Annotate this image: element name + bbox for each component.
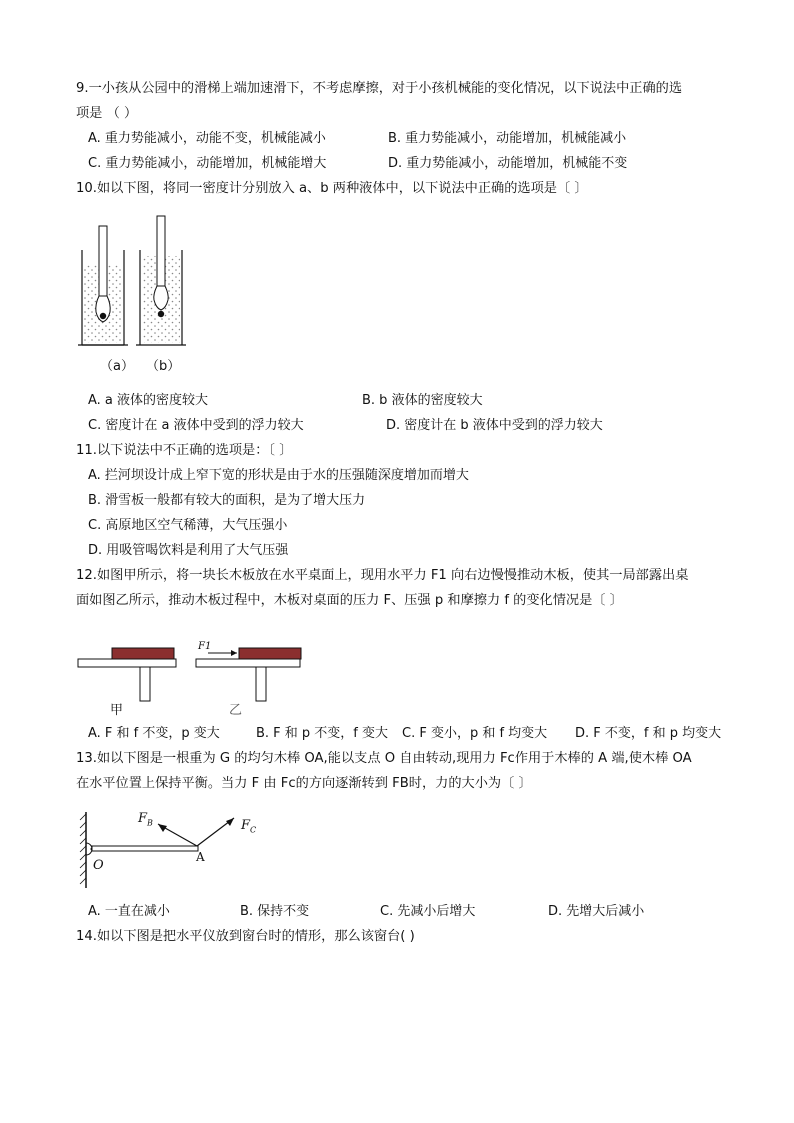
beaker-a [78, 226, 128, 345]
figure-label-yi: 乙 [229, 703, 243, 718]
q12-stem-line2: 面如图乙所示，推动木板过程中，木板对桌面的压力 F、压强 p 和摩擦力 f 的变化情况是〔 〕 [76, 593, 623, 608]
q13-option-d: D. 先增大后减小 [548, 904, 645, 919]
q9-option-d: D. 重力势能减小，动能增加，机械能不变 [388, 156, 628, 171]
q13-option-c: C. 先减小后增大 [380, 904, 476, 919]
figure-label-b: （b） [146, 359, 181, 374]
q11-option-b: B. 滑雪板一般都有较大的面积，是为了增大压力 [88, 493, 366, 508]
q11-option-a: A. 拦河坝设计成上窄下宽的形状是由于水的压强随深度增加而增大 [88, 468, 469, 483]
q12-option-c: C. F 变小，p 和 f 均变大 [402, 726, 548, 741]
force-label-fc: $F_C$ [241, 818, 257, 835]
beaker-b [136, 216, 186, 345]
q12-option-d: D. F 不变，f 和 p 均变大 [575, 726, 722, 741]
q13-option-b: B. 保持不变 [240, 904, 310, 919]
pivot-label-o: O [93, 858, 104, 873]
q9-option-b: B. 重力势能减小，动能增加，机械能减小 [388, 131, 627, 146]
q10-option-b: B. b 液体的密度较大 [362, 393, 483, 408]
force-label-f1: F1 [198, 641, 212, 652]
figure-yi [196, 648, 301, 701]
q13-stem-line2: 在水平位置上保持平衡。当力 F 由 Fc的方向逐渐转到 FB时，力的大小为〔 〕 [76, 776, 532, 791]
q9-stem-line2: 项是 （ ） [76, 106, 138, 121]
q12-option-b: B. F 和 p 不变，f 变大 [256, 726, 389, 741]
q10-option-d: D. 密度计在 b 液体中受到的浮力较大 [386, 418, 603, 433]
hydrometer-figure [76, 212, 196, 382]
q13-stem-line1: 13.如以下图是一根重为 G 的均匀木棒 OA,能以支点 O 自由转动,现用力 Fc作用于木棒的 A 端,使木棒 OA [76, 751, 692, 766]
q11-option-c: C. 高原地区空气稀薄，大气压强小 [88, 518, 288, 533]
q14-stem: 14.如以下图是把水平仪放到窗台时的情形，那么该窗台( ) [76, 929, 415, 944]
q13-option-a: A. 一直在减小 [88, 904, 170, 919]
board-figure [76, 636, 306, 706]
end-label-a: A [196, 850, 205, 864]
figure-label-a: （a） [100, 359, 134, 374]
force-label-fb: $F_B$ [138, 811, 153, 828]
q10-stem: 10.如以下图，将同一密度计分别放入 a、b 两种液体中，以下说法中正确的选项是〔 〕 [76, 181, 588, 196]
q12-stem-line1: 12.如图甲所示，将一块长木板放在水平桌面上，现用水平力 F1 向右边慢慢推动木板，使其一局部露出桌 [76, 568, 689, 583]
q10-option-a: A. a 液体的密度较大 [88, 393, 209, 408]
figure-jia [78, 648, 176, 701]
q11-option-d: D. 用吸管喝饮料是利用了大气压强 [88, 543, 289, 558]
q11-stem: 11.以下说法中不正确的选项是：〔 〕 [76, 443, 293, 458]
q9-stem-line1: 9.一小孩从公园中的滑梯上端加速滑下，不考虑摩擦，对于小孩机械能的变化情况，以下说法中正确的选 [76, 81, 683, 96]
q10-option-c: C. 密度计在 a 液体中受到的浮力较大 [88, 418, 304, 433]
q9-option-a: A. 重力势能减小，动能不变，机械能减小 [88, 131, 326, 146]
q9-option-c: C. 重力势能减小，动能增加，机械能增大 [88, 156, 327, 171]
q12-option-a: A. F 和 f 不变，p 变大 [88, 726, 220, 741]
figure-label-jia: 甲 [110, 703, 124, 718]
